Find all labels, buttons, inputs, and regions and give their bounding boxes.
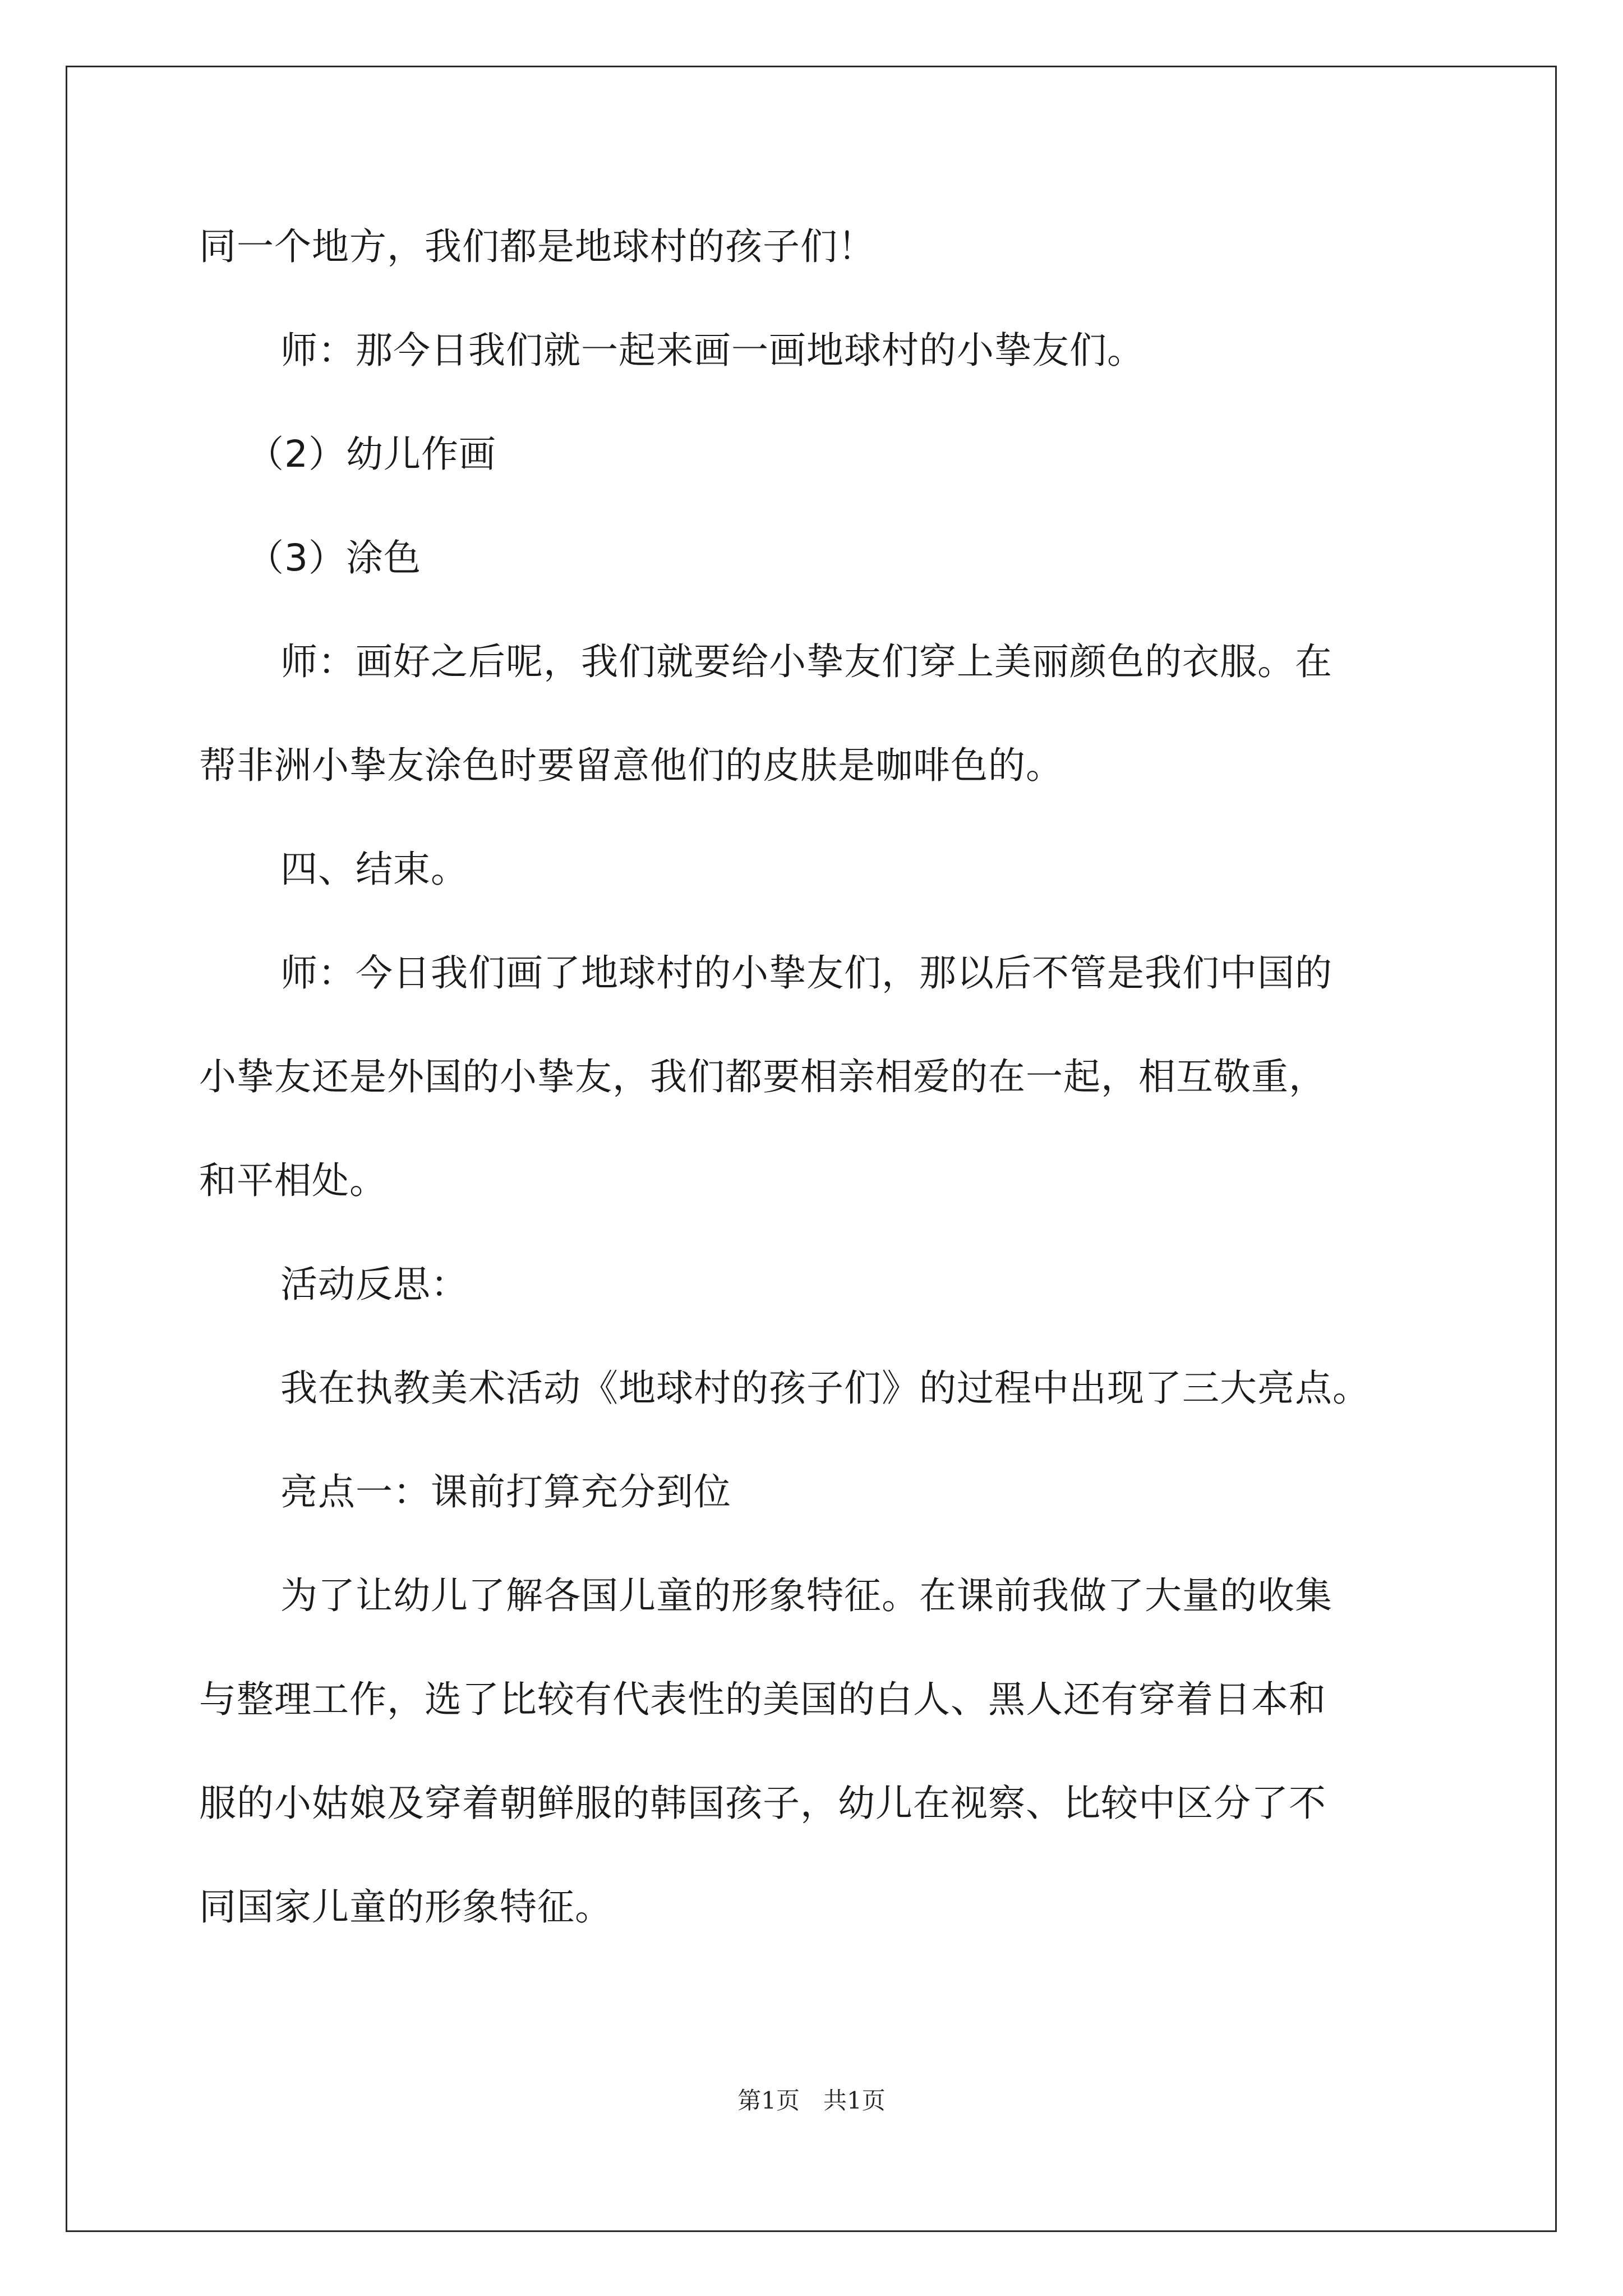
text-line: 为了让幼儿了解各国儿童的形象特征。在课前我做了大量的收集 [280, 1574, 1332, 1617]
text-line: 师：今日我们画了地球村的小挚友们，那以后不管是我们中国的 [280, 951, 1332, 995]
text-line: 与整理工作，选了比较有代表性的美国的白人、黑人还有穿着日本和 [199, 1678, 1326, 1721]
text-line: （3）涂色 [247, 536, 421, 579]
text-line: 和平相处。 [199, 1159, 387, 1202]
text-line: 帮非洲小挚友涂色时要留意他们的皮肤是咖啡色的。 [199, 744, 1063, 787]
text-line: （2）幼儿作画 [247, 432, 496, 476]
text-line: 师：那今日我们就一起来画一画地球村的小挚友们。 [280, 329, 1145, 372]
page-number: 第1页 共1页 [737, 2087, 886, 2114]
text-line: 小挚友还是外国的小挚友，我们都要相亲相爱的在一起，相互敬重， [199, 1055, 1326, 1098]
text-line: 我在执教美术活动《地球村的孩子们》的过程中出现了三大亮点。 [280, 1366, 1370, 1410]
text-line: 活动反思： [280, 1263, 468, 1306]
text-line: 服的小姑娘及穿着朝鲜服的韩国孩子，幼儿在视察、比较中区分了不 [199, 1782, 1326, 1825]
text-line: 同国家儿童的形象特征。 [199, 1885, 612, 1929]
text-line: 亮点一：课前打算充分到位 [280, 1470, 731, 1513]
text-line: 师：画好之后呢，我们就要给小挚友们穿上美丽颜色的衣服。在 [280, 640, 1332, 683]
text-line: 四、结束。 [280, 848, 468, 891]
text-line: 同一个地方，我们都是地球村的孩子们！ [199, 225, 875, 268]
